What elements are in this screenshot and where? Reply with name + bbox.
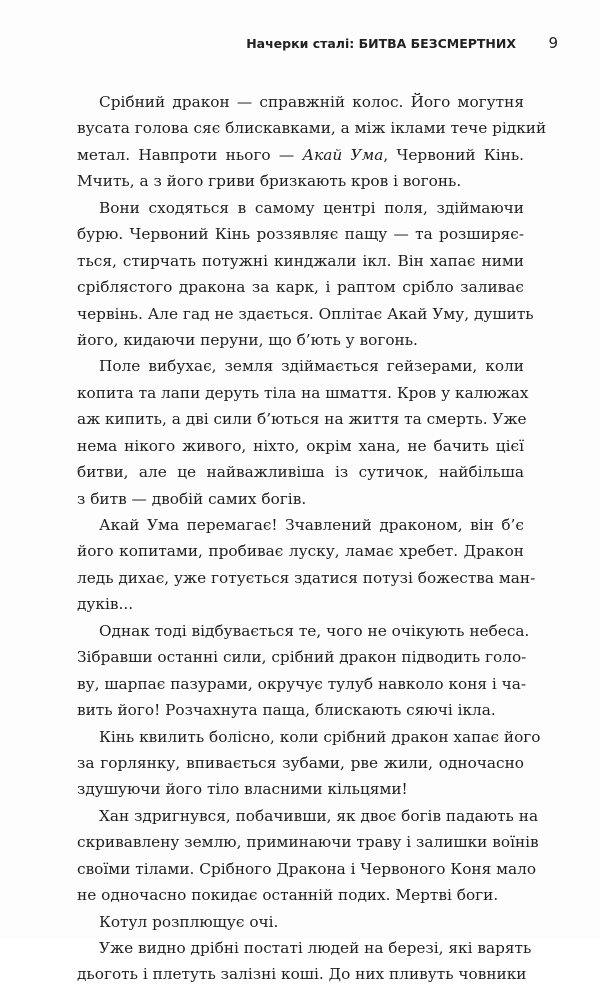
- text-line: своїми тілами. Срібного Дракона і Червоного Коня мало: [77, 859, 537, 878]
- text-line: Срібний дракон — справжній колос. Його могутня: [99, 93, 524, 111]
- text-line: дуків...: [77, 595, 134, 614]
- text-line: з битв — двобій самих богів.: [77, 489, 307, 508]
- text-line: не одночасно покидає останній подих. Мертві боги.: [77, 886, 499, 905]
- text-line: ву, шарпає пазурами, окручує тулуб навколо коня і ча-: [77, 674, 527, 693]
- text-line: сріблястого дракона за карк, і раптом срібло заливає: [77, 278, 524, 297]
- text-line: Мчить, а з його гриви бризкають кров і вогонь.: [77, 172, 462, 191]
- text-segment: , Червоний Кінь.: [383, 145, 525, 164]
- text-line: Вони сходяться в самому центрі поля, здіймаючи: [99, 198, 524, 217]
- body-text: [77, 89, 547, 988]
- italic-name: Акай Ума: [302, 145, 384, 164]
- running-head-title: Начерки сталі: БИТВА БЕЗСМЕРТНИХ: [246, 36, 516, 51]
- text-line: [77, 142, 524, 168]
- text-line: червінь. Але гад не здається. Оплітає Акай Уму, душить: [77, 304, 534, 323]
- text-line: Хан здригнувся, побачивши, як двоє богів падають на: [99, 806, 539, 825]
- text-line: дьоготь і плетуть залізні коші. До них пливуть човники: [77, 965, 527, 984]
- text-line: бурю. Червоний Кінь роззявляє пащу — та розширяє-: [77, 225, 524, 244]
- text-line: битви, але це найважливіша із сутичок, найбільша: [77, 463, 524, 482]
- text-line: Кінь квилить болісно, коли срібний дракон хапає його: [99, 727, 541, 746]
- text-line: вить його! Розчахнута паща, блискають сяючі ікла.: [77, 701, 496, 720]
- text-line: ться, стирчать потужні кинджали ікл. Він хапає ними: [77, 251, 524, 270]
- text-line: скривавлену землю, приминаючи траву і залишки воїнів: [77, 833, 539, 852]
- page-number: 9: [548, 34, 558, 52]
- text-line: Акай Ума перемагає! Зчавлений драконом, він б’є: [99, 516, 524, 534]
- text-line: його, кидаючи перуни, що б’ють у вогонь.: [77, 330, 418, 349]
- text-line: Зібравши останні сили, срібний дракон підводить голо-: [77, 648, 527, 667]
- text-line: ледь дихає, уже готується здатися потузі божества ман-: [77, 568, 536, 587]
- text-segment: метал. Навпроти нього —: [77, 145, 303, 164]
- text-line: Уже видно дрібні постаті людей на березі, які варять: [99, 939, 532, 957]
- text-line: за горлянку, впивається зубами, рве жили, одночасно: [77, 753, 524, 772]
- text-line: Однак тоді відбувається те, чого не очікують небеса.: [99, 621, 530, 640]
- running-head: [0, 36, 600, 56]
- text-line: здушуючи його тіло власними кільцями!: [77, 780, 408, 799]
- text-line: його копитами, пробиває луску, ламає хребет. Дракон: [77, 542, 524, 561]
- text-line: Поле вибухає, земля здіймається гейзерами, коли: [99, 357, 524, 376]
- text-line: нема нікого живого, ніхто, окрім хана, не бачить цієї: [77, 436, 524, 455]
- text-line: Котул розплющує очі.: [99, 912, 279, 931]
- text-line: вусата голова сяє блискавками, а між іклами тече рідкий: [77, 119, 547, 138]
- text-line: копита та лапи деруть тіла на шмаття. Кров у калюжах: [77, 383, 529, 402]
- text-line: аж кипить, а дві сили б’ються на життя та смерть. Уже: [77, 410, 527, 429]
